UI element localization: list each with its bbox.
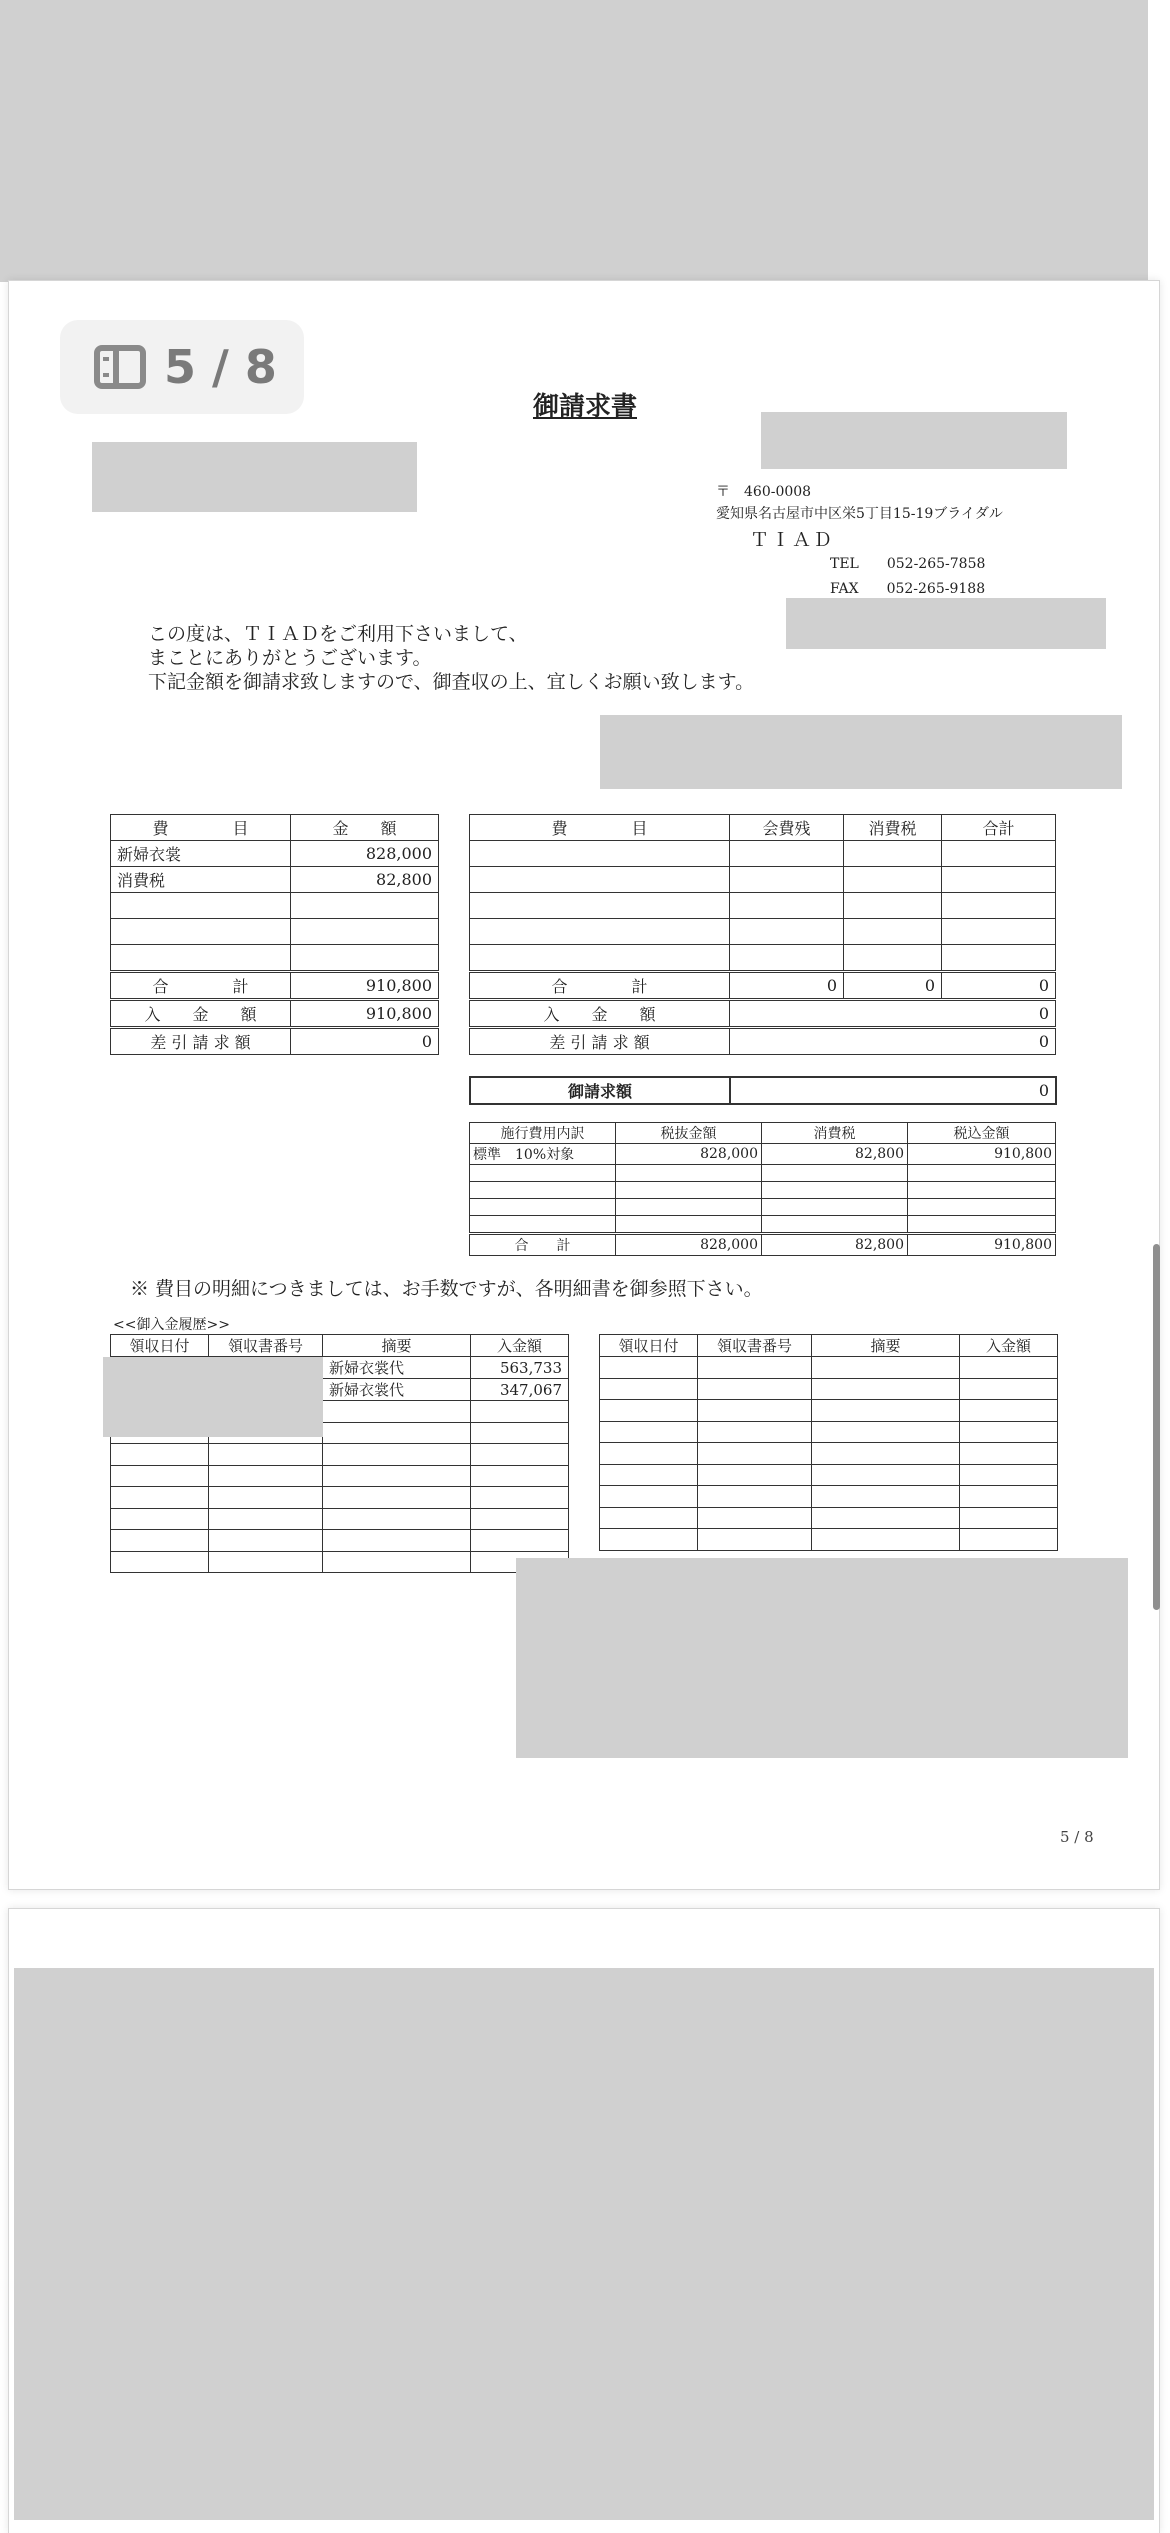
rate-label: 標準 10%対象 bbox=[470, 1144, 616, 1165]
header-cell: 領収書番号 bbox=[698, 1335, 812, 1357]
table-row bbox=[111, 1444, 569, 1466]
header-cell: 摘要 bbox=[323, 1335, 471, 1357]
table-row bbox=[470, 841, 1056, 867]
table-row bbox=[470, 1182, 1056, 1199]
total-value: 828,000 bbox=[616, 1234, 762, 1256]
header-cell: 費 目 bbox=[111, 815, 291, 841]
invoice-total-row bbox=[470, 1077, 1056, 1104]
table-row bbox=[111, 1551, 569, 1573]
total-row bbox=[470, 972, 1056, 1000]
total-label: 合 計 bbox=[111, 972, 291, 1000]
header-cell: 合計 bbox=[942, 815, 1056, 841]
amount-cell: 828,000 bbox=[616, 1144, 762, 1165]
table-row bbox=[111, 1530, 569, 1552]
header-cell: 会費残 bbox=[730, 815, 844, 841]
redacted-recipient bbox=[92, 442, 417, 512]
item-cell: 新婦衣裳 bbox=[111, 841, 291, 867]
header-cell: 税抜金額 bbox=[616, 1123, 762, 1144]
table-row bbox=[470, 893, 1056, 919]
description-cell: 新婦衣裳代 bbox=[323, 1357, 471, 1379]
header-cell: 領収日付 bbox=[111, 1335, 209, 1357]
table-row bbox=[600, 1507, 1058, 1529]
item-cell bbox=[111, 945, 291, 972]
company-fax: FAX 052-265-9188 bbox=[830, 581, 986, 597]
page-title: 御請求書 bbox=[532, 392, 637, 422]
item-cell bbox=[111, 919, 291, 945]
amount-cell: 82,800 bbox=[291, 867, 439, 893]
balance-value: 0 bbox=[291, 1028, 439, 1055]
expense-summary-table bbox=[110, 814, 439, 1055]
table-row bbox=[600, 1443, 1058, 1465]
header-cell: 消費税 bbox=[762, 1123, 908, 1144]
payment-history-title: <<御入金履歴>> bbox=[113, 1317, 230, 1333]
table-row bbox=[111, 945, 439, 972]
paid-label: 入 金 額 bbox=[470, 1000, 730, 1028]
total-label: 合 計 bbox=[470, 1234, 616, 1256]
table-row bbox=[470, 1216, 1056, 1234]
balance-label: 差 引 請 求 額 bbox=[470, 1028, 730, 1055]
paid-row bbox=[470, 1000, 1056, 1028]
balance-label: 差 引 請 求 額 bbox=[111, 1028, 291, 1055]
table-header-row bbox=[470, 1123, 1056, 1144]
table-row bbox=[600, 1378, 1058, 1400]
greeting-line-2: まことにありがとうございます。 bbox=[148, 647, 432, 669]
table-row bbox=[600, 1421, 1058, 1443]
invoice-total-label: 御請求額 bbox=[470, 1077, 730, 1104]
invoice-total-table bbox=[469, 1076, 1057, 1105]
amount-cell bbox=[291, 945, 439, 972]
total-label: 合 計 bbox=[470, 972, 730, 1000]
greeting-line-3: 下記金額を御請求致しますので、御査収の上、宜しくお願い致します。 bbox=[148, 671, 755, 693]
paid-row bbox=[111, 1000, 439, 1028]
header-cell: 摘要 bbox=[812, 1335, 960, 1357]
item-cell bbox=[111, 893, 291, 919]
total-value: 0 bbox=[942, 972, 1056, 1000]
amount-cell bbox=[291, 919, 439, 945]
amount-cell: 347,067 bbox=[471, 1379, 569, 1401]
postal-code: 〒 460-0008 bbox=[716, 484, 812, 500]
sidebar-icon bbox=[94, 345, 146, 389]
scrollbar-thumb[interactable] bbox=[1153, 1244, 1160, 1610]
header-cell: 消費税 bbox=[844, 815, 942, 841]
total-row bbox=[111, 972, 439, 1000]
table-header-row bbox=[111, 1335, 569, 1357]
paid-label: 入 金 額 bbox=[111, 1000, 291, 1028]
table-header-row bbox=[111, 815, 439, 841]
item-cell: 消費税 bbox=[111, 867, 291, 893]
redacted-date bbox=[761, 412, 1067, 469]
table-row bbox=[600, 1400, 1058, 1422]
table-row bbox=[111, 867, 439, 893]
total-value: 0 bbox=[730, 972, 844, 1000]
table-row bbox=[111, 1465, 569, 1487]
greeting-line-1: この度は、ＴＩＡＤをご利用下さいまして、 bbox=[148, 623, 528, 645]
amount-cell: 910,800 bbox=[908, 1144, 1056, 1165]
amount-cell: 828,000 bbox=[291, 841, 439, 867]
balance-row bbox=[111, 1028, 439, 1055]
table-row bbox=[111, 841, 439, 867]
redacted-amount-box bbox=[600, 715, 1122, 789]
invoice-total-value: 0 bbox=[730, 1077, 1056, 1104]
table-row bbox=[600, 1486, 1058, 1508]
table-header-row bbox=[470, 815, 1056, 841]
header-cell: 費 目 bbox=[470, 815, 730, 841]
header-cell: 入金額 bbox=[471, 1335, 569, 1357]
balance-row bbox=[470, 1028, 1056, 1055]
table-row bbox=[111, 919, 439, 945]
redacted-seal bbox=[786, 598, 1106, 649]
table-row bbox=[600, 1464, 1058, 1486]
tax-breakdown-table bbox=[469, 1122, 1056, 1256]
header-cell: 領収書番号 bbox=[209, 1335, 323, 1357]
description-cell: 新婦衣裳代 bbox=[323, 1379, 471, 1401]
total-value: 910,800 bbox=[291, 972, 439, 1000]
paid-value: 0 bbox=[730, 1000, 1056, 1028]
table-row bbox=[111, 1508, 569, 1530]
header-cell: 税込金額 bbox=[908, 1123, 1056, 1144]
paid-value: 910,800 bbox=[291, 1000, 439, 1028]
footer-page-number: 5 / 8 bbox=[1060, 1828, 1094, 1846]
table-row bbox=[470, 1144, 1056, 1165]
table-row bbox=[470, 1199, 1056, 1216]
redacted-next-page bbox=[14, 1968, 1154, 2520]
header-cell: 領収日付 bbox=[600, 1335, 698, 1357]
table-row bbox=[111, 1487, 569, 1509]
header-cell: 金 額 bbox=[291, 815, 439, 841]
company-tel: TEL 052-265-7858 bbox=[830, 556, 986, 572]
payment-history-table-right bbox=[599, 1334, 1058, 1551]
table-row bbox=[600, 1529, 1058, 1551]
redacted-receipt-info bbox=[103, 1357, 323, 1437]
table-row bbox=[470, 945, 1056, 972]
membership-fee-table bbox=[469, 814, 1056, 1055]
page-indicator-text: 5 / 8 bbox=[164, 340, 277, 394]
header-cell: 施行費用内訳 bbox=[470, 1123, 616, 1144]
table-row bbox=[600, 1357, 1058, 1379]
total-value: 82,800 bbox=[762, 1234, 908, 1256]
table-row bbox=[470, 1165, 1056, 1182]
header-cell: 入金額 bbox=[960, 1335, 1058, 1357]
amount-cell: 82,800 bbox=[762, 1144, 908, 1165]
total-value: 910,800 bbox=[908, 1234, 1056, 1256]
table-header-row bbox=[600, 1335, 1058, 1357]
detail-note: ※ 費目の明細につきましては、お手数ですが、各明細書を御参照下さい。 bbox=[130, 1278, 763, 1300]
company-name: ＴＩＡＤ bbox=[750, 529, 835, 551]
balance-value: 0 bbox=[730, 1028, 1056, 1055]
redacted-stamp-area bbox=[516, 1558, 1128, 1758]
company-address: 愛知県名古屋市中区栄5丁目15-19ブライダル bbox=[716, 506, 1003, 522]
table-row bbox=[470, 919, 1056, 945]
redacted-header bbox=[0, 0, 1148, 282]
total-row bbox=[470, 1234, 1056, 1256]
amount-cell bbox=[291, 893, 439, 919]
table-row bbox=[470, 867, 1056, 893]
table-row bbox=[111, 893, 439, 919]
amount-cell: 563,733 bbox=[471, 1357, 569, 1379]
total-value: 0 bbox=[844, 972, 942, 1000]
